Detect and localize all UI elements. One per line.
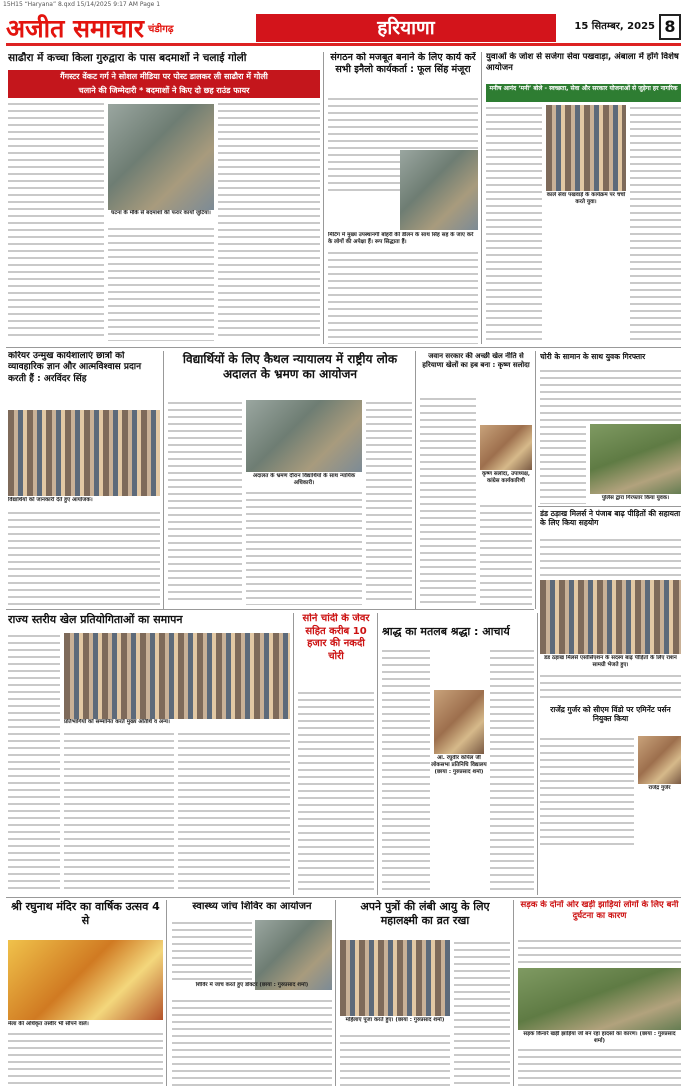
column-rule — [163, 351, 164, 609]
row-rule — [538, 506, 681, 507]
karier-body — [8, 510, 160, 605]
row-rule — [6, 897, 681, 898]
gurudwara-body-mid — [108, 226, 214, 341]
swasthya-body-left — [172, 920, 252, 980]
column-rule — [481, 52, 482, 344]
column-rule — [335, 900, 336, 1086]
karier-photo — [8, 410, 160, 496]
row-rule — [6, 347, 681, 348]
shraddha-portrait — [434, 690, 484, 754]
chori-headline: चोरी के सामान के साथ युवक गिरफ्तार — [540, 352, 646, 361]
rajendra-body — [540, 736, 634, 848]
gurudwara-caption: घटना के मौके से बदमाशों की फरार कार्यों जुटिया। — [111, 210, 211, 216]
brand-logo — [6, 12, 174, 44]
row-rule — [6, 609, 534, 610]
yuva-kicker: मनीष आनंद ‘मनी’ बोले - स्वच्छता, सेवा और सरकार योजनाओं से जुड़ेगा हर नागरिक — [486, 84, 681, 102]
shraddha-headline: श्राद्ध का मतलब श्रद्धा : आचार्य — [382, 625, 510, 638]
column-rule — [535, 351, 536, 609]
lok-adalat-body-left — [168, 400, 242, 605]
gurudwara-body-left — [8, 101, 104, 341]
daanda-body-bottom — [540, 673, 681, 701]
lok-adalat-headline: विद्यार्थियों के लिए कैथल न्यायालय में राष्ट्रीय लोक अदालत के भ्रमण का आयोजन — [182, 352, 398, 381]
lok-adalat-body-right — [366, 400, 412, 605]
column-rule — [323, 52, 324, 344]
daanda-headline: डंड ठड़ाख मिलर्स ने पंजाब बाढ़ पीड़ितों की सहायता के लिए किया सहयोग — [540, 509, 681, 528]
issue-date: 15 सितम्बर, 2025 — [574, 21, 655, 32]
raghunath-headline: श्री रघुनाथ मंदिर का वार्षिक उत्सव 4 से — [11, 900, 160, 927]
column-rule — [537, 613, 538, 895]
shraddha-body-right — [490, 648, 534, 894]
raghunath-photo — [8, 940, 163, 1020]
shraddha-caption-credit: (छाया : गुरुप्रसाद शर्मा) — [434, 769, 484, 775]
mahalakshmi-headline: अपने पुत्रों की लंबी आयु के लिए महालक्ष्मी का व्रत रखा — [360, 900, 490, 927]
lok-adalat-body-mid — [246, 490, 362, 605]
masthead — [6, 12, 681, 46]
rajendra-headline: राजेंद्र गुर्जर को सीएम विंडो पर एमिनेंट पर्सन नियुक्त किया — [550, 705, 671, 724]
swasthya-caption: शिविर में जांच करते हुए डॉक्टर (छाया : गुरुप्रसाद शर्मा) — [195, 982, 309, 988]
sangathan-body-bottom — [328, 250, 478, 344]
raghunath-body — [8, 1031, 163, 1085]
jawan-portrait — [480, 425, 532, 470]
daanda-body — [540, 537, 681, 577]
khel-caption: प्रतिभागियों को सम्मानित करते मुख्य अतिथि व अन्य। — [64, 719, 171, 725]
raghunath-caption: मेला की अधिकृत तस्वीर भी सौंपने वाले। — [8, 1021, 89, 1027]
jawan-headline: जवान सरकार की अच्छी खेल नीति से हरियाणा खेलों का हब बना : कृष्ण सलोदा — [422, 352, 530, 369]
sadak-body — [518, 1047, 681, 1086]
sangathan-photo — [400, 150, 478, 230]
brand-city: चंडीगढ़ — [147, 24, 174, 35]
jawan-caption: कृष्ण सलोदा, उपाध्यक्ष, कांग्रेस कार्यकारिणी — [482, 471, 530, 484]
sona-headline: सोने चांदी के जेवर सहित करीब 10 हजार की नकदी चोरी — [302, 613, 370, 662]
shraddha-caption: आ. रघुवीर कपिल जी लोकसभा प्रतिनिधि विद्यालय — [431, 755, 487, 768]
column-rule — [415, 351, 416, 609]
brand-name: अजीत समाचार — [6, 14, 144, 43]
swasthya-body-bottom — [172, 998, 332, 1086]
rajendra-portrait — [638, 736, 681, 784]
swasthya-photo — [255, 920, 332, 990]
column-rule — [513, 900, 514, 1086]
sona-body — [298, 690, 374, 894]
chori-body — [540, 368, 681, 422]
khel-body-left — [8, 633, 60, 893]
column-rule — [293, 613, 294, 895]
page-number: 8 — [659, 14, 681, 40]
section-title: हरियाणा — [256, 14, 556, 42]
chori-body-left — [540, 424, 586, 504]
gurudwara-photo — [108, 104, 214, 210]
chori-photo — [590, 424, 681, 494]
sadak-caption: सड़क किनारे खड़ी झाड़ियां जो बन रहा हादसों का कारण। (छाया : गुरुप्रसाद शर्मा) — [523, 1031, 676, 1044]
yuva-photo — [546, 105, 626, 191]
column-rule — [377, 613, 378, 895]
gurudwara-body-right — [218, 101, 320, 341]
sadak-headline: सड़क के दोनों ओर खड़ी झाड़ियां लोगों के लिए बनी दुर्घटना का कारण — [520, 900, 679, 921]
khel-photo — [64, 633, 290, 719]
mahalakshmi-photo — [340, 940, 450, 1016]
gurudwara-kicker-2: चलाने की जिम्मेदारी * बदमाशों ने किए दो छह राउंड फायर — [8, 84, 320, 98]
lok-adalat-photo — [246, 400, 362, 472]
karier-headline: करियर उन्मुख कार्यशालाएं छात्रों को व्यावहारिक ज्ञान और आत्मविश्वास प्रदान करती हैं : अरविंदर सिंह — [8, 351, 142, 384]
shraddha-body-left — [382, 648, 430, 894]
daanda-caption: डंड ठड़ाख मिलर्स एसोसिएशन के सदस्य बाढ़ पीड़ितों के लिए राशन सामग्री भेजते हुए। — [544, 655, 677, 668]
khel-headline: राज्य स्तरीय खेल प्रतियोगिताओं का समापन — [8, 613, 183, 626]
print-slug: 15H15 “Haryana” 8.qxd 15/14/2025 9:17 AM Page 1 — [3, 1, 161, 8]
yuva-body-left — [486, 105, 542, 345]
yuva-caption: काले सेवा पखवाड़े के कार्यक्रम पर चर्चा करते युवा। — [546, 192, 626, 205]
rajendra-caption: राजेंद्र गुर्जर — [648, 785, 671, 791]
mahalakshmi-body-right — [454, 940, 510, 1086]
gurudwara-kicker-1: गैंगस्टर वेंकट गर्ग ने सोशल मीडिया पर पोस्ट डालकर ली साढौरा में गोली — [8, 70, 320, 84]
khel-body-mid — [64, 731, 174, 893]
swasthya-headline: स्वास्थ्य जांच शिविर का आयोजन — [192, 901, 312, 912]
mahalakshmi-caption: महिलाएं पूजा करते हुए। (छाया : गुरुप्रसाद शर्मा) — [345, 1017, 445, 1023]
gurudwara-headline: साढौरा में कच्चा किला गुरुद्वारा के पास बदमाशों ने चलाई गोली — [8, 52, 247, 64]
khel-body-right — [178, 731, 290, 893]
daanda-photo — [540, 580, 681, 654]
jawan-body-left — [420, 396, 476, 606]
karier-caption: विद्यार्थियों को जानकारी देते हुए आयोजक। — [8, 497, 93, 503]
sadak-photo — [518, 968, 681, 1030]
column-rule — [166, 900, 167, 1086]
jawan-body-right — [480, 503, 532, 606]
sangathan-headline: संगठन को मजबूत बनाने के लिए कार्य करें सभी इनैलो कार्यकर्ता : फूल सिंह मंजूरा — [330, 52, 476, 75]
sangathan-caption: मिटिंग में मुख्य उपस्थानगी बोहरी कीं डीलन के साथ सिंह सह के जाए करे के लोगों की अपेक्षा हैं। रूप सिद्धाता हैं। — [328, 232, 474, 245]
lok-adalat-caption: अदालत के भ्रमण दौरान विद्यार्थियों के साथ न्यायिक अधिकारी। — [252, 473, 356, 486]
chori-caption: पुलिस द्वारा गिरफ्तार किया युवक। — [601, 495, 670, 501]
yuva-body-right — [630, 105, 681, 345]
yuva-headline: युवाओं के जोश से सजेगा सेवा पखवाड़ा, अंबाला में होंगे विशेष आयोजन — [486, 52, 679, 73]
mahalakshmi-body — [340, 1033, 450, 1086]
sadak-body-top — [518, 938, 681, 966]
